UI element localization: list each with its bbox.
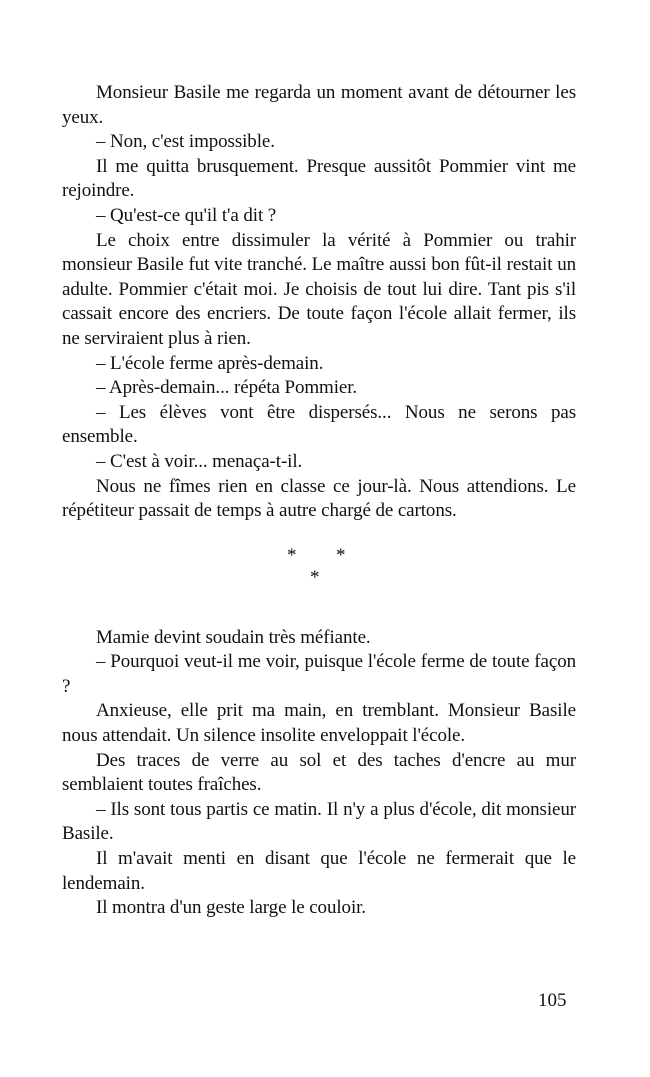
paragraph: Le choix entre dissimuler la vérité à Pommier ou trahir monsieur Basile fut vite tranché. Le maître aussi bon fût-il restait un adulte. Pommier c'était moi. Je choisis de tout lui dire. Tant pis s'il cassait encore des encriers. De toute façon l'école allait fermer, ils ne serviraient plus à rien. [62,229,576,349]
paragraph: Des traces de verre au sol et des taches d'encre au mur semblaient toutes fraîches. [62,749,576,796]
paragraph: Il montra d'un geste large le couloir. [96,897,366,919]
page-number: 105 [538,990,567,1011]
paragraph: Monsieur Basile me regarda un moment avant de détourner les yeux. [62,82,576,128]
paragraph: Mamie devint soudain très méfiante. [96,626,371,648]
separator-asterisk: * [310,566,320,588]
paragraph: Nous ne fîmes rien en classe ce jour-là. Nous attendions. Le répétiteur passait de temps à autre chargé de cartons. [62,475,576,522]
paragraph: – C'est à voir... menaça-t-il. [96,450,303,472]
paragraph: Anxieuse, elle prit ma main, en tremblant. Monsieur Basile nous attendait. Un silence insolite enveloppait l'école. [62,700,576,747]
separator-asterisk: * [287,544,297,566]
paragraph: Il m'avait menti en disant que l'école ne fermerait que le lendemain. [62,848,576,894]
paragraph: – Les élèves vont être dispersés... Nous ne serons pas ensemble. [62,401,576,448]
paragraph: – Pourquoi veut-il me voir, puisque l'école ferme de toute façon ? [62,651,576,697]
paragraph: – L'école ferme après-demain. [96,352,324,374]
paragraph: – Après-demain... répéta Pommier. [96,377,358,399]
book-page-text [62,81,576,921]
section-separator [62,524,576,626]
paragraph: – Qu'est-ce qu'il t'a dit ? [96,204,277,226]
paragraph: – Non, c'est impossible. [96,131,275,153]
paragraph: – Ils sont tous partis ce matin. Il n'y a plus d'école, dit monsieur Basile. [62,798,576,845]
separator-asterisk: * [336,544,346,566]
paragraph: Il me quitta brusquement. Presque aussitôt Pommier vint me rejoindre. [62,155,576,202]
